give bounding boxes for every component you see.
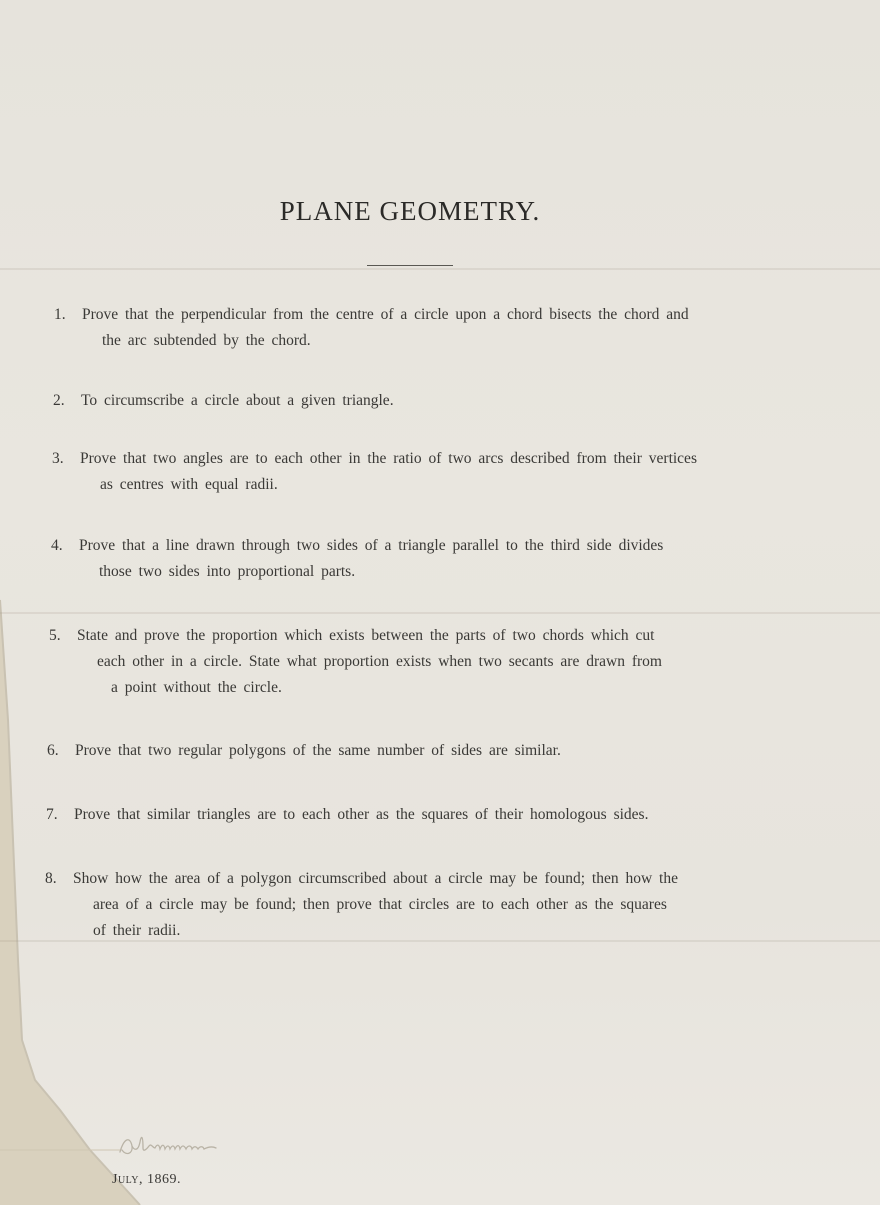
question-text-line: area of a circle may be found; then prove that circles are to each other as the squares	[93, 896, 667, 913]
handwritten-admissions-signature	[112, 1128, 242, 1162]
question-text-line: State and prove the proportion which exists between the parts of two chords which cut	[77, 627, 655, 644]
question-text-line: as centres with equal radii.	[100, 476, 278, 493]
paper-fold-line	[0, 268, 880, 270]
question-text-line: Show how the area of a polygon circumscribed about a circle may be found; then how the	[73, 870, 678, 887]
question-text-line: each other in a circle. State what proportion exists when two secants are drawn from	[97, 653, 662, 670]
question-text-line: those two sides into proportional parts.	[99, 563, 356, 580]
question-text-line: of their radii.	[93, 922, 181, 939]
paper-fold-line	[0, 612, 880, 614]
question-5	[49, 623, 662, 701]
question-2	[53, 388, 394, 414]
question-text-line: Prove that a line drawn through two sides of a triangle parallel to the third side divides	[79, 537, 664, 554]
title-underline-rule	[367, 265, 453, 266]
question-number: 4.	[51, 537, 63, 554]
question-4	[51, 533, 663, 585]
question-7	[46, 802, 648, 828]
question-text-line: Prove that two angles are to each other in the ratio of two arcs described from their vertices	[80, 450, 697, 467]
question-number: 3.	[52, 450, 64, 467]
question-text-line: the arc subtended by the chord.	[102, 332, 311, 349]
question-text-line: Prove that similar triangles are to each other as the squares of their homologous sides.	[74, 806, 649, 823]
question-text-line: Prove that the perpendicular from the centre of a circle upon a chord bisects the chord and	[82, 306, 689, 323]
question-number: 8.	[45, 870, 57, 887]
question-1	[54, 302, 689, 354]
question-text-line: To circumscribe a circle about a given triangle.	[81, 392, 394, 409]
question-number: 1.	[54, 306, 66, 323]
question-number: 6.	[47, 742, 59, 759]
page-title: PLANE GEOMETRY.	[279, 196, 541, 226]
question-number: 5.	[49, 627, 61, 644]
question-8	[45, 866, 678, 944]
question-6	[47, 738, 561, 764]
question-number: 2.	[53, 392, 65, 409]
exam-date: July, 1869.	[112, 1172, 181, 1187]
question-3	[52, 446, 697, 498]
question-text-line: Prove that two regular polygons of the same number of sides are similar.	[75, 742, 561, 759]
question-text-line: a point without the circle.	[111, 679, 282, 696]
question-number: 7.	[46, 806, 58, 823]
